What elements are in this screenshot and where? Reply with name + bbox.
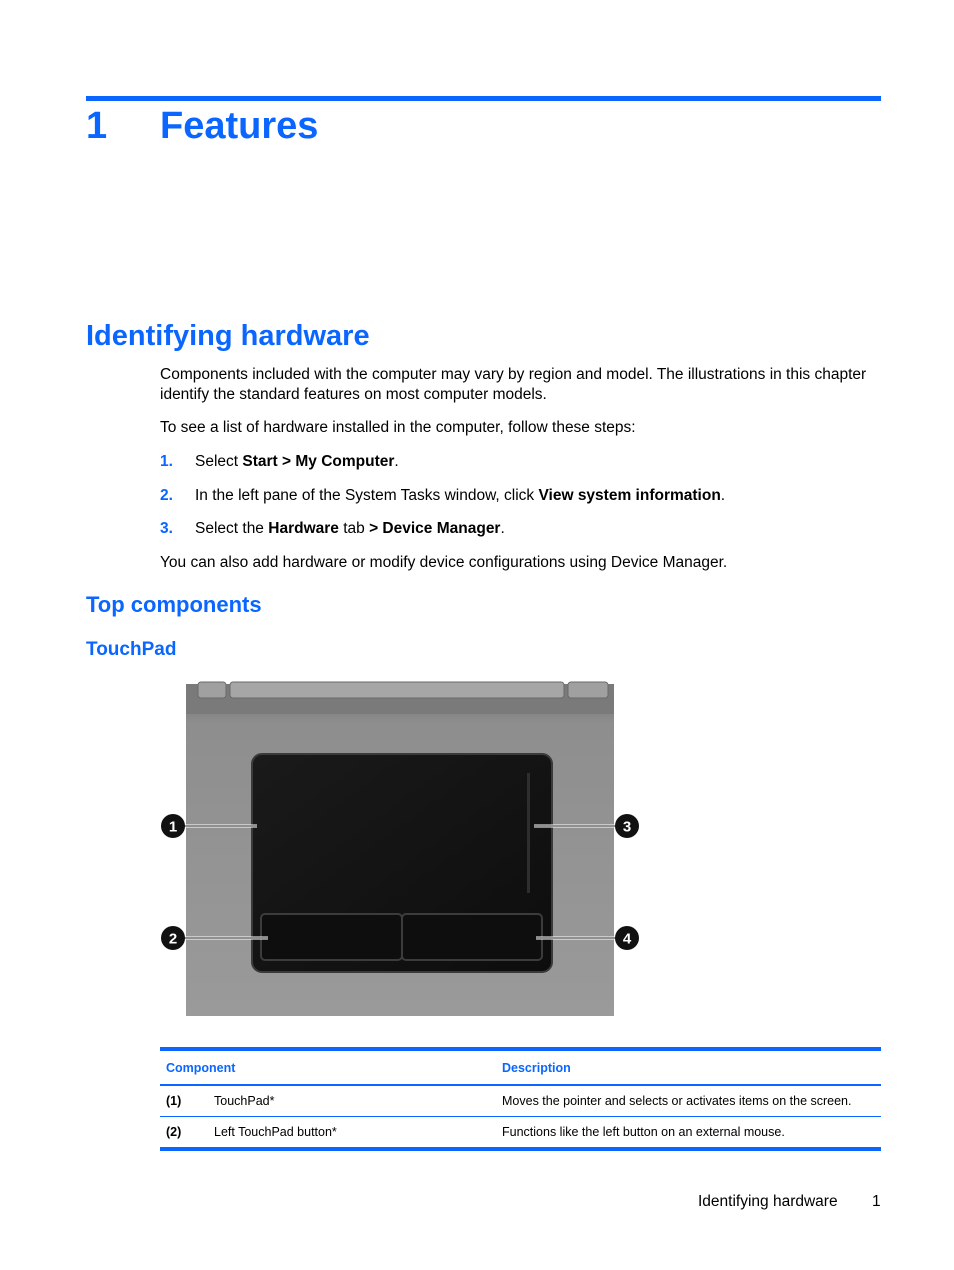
intro-paragraph: Components included with the computer may vary by region and model. The illustrations in this chapter identify the standard features on most computer models.: [160, 366, 867, 403]
scroll-zone: [527, 773, 530, 893]
callout-1: [161, 814, 185, 838]
chapter-number: 1: [86, 105, 108, 147]
header-description: Description: [502, 1061, 571, 1075]
chapter-title: Features: [160, 105, 319, 147]
step-text: Select Start > My Computer.: [195, 453, 399, 470]
svg-text:4: 4: [622, 930, 632, 948]
footer-page-number: 1: [872, 1193, 881, 1210]
step-number: 2.: [160, 487, 173, 504]
step-number: 3.: [160, 520, 173, 537]
right-touchpad-button: [402, 914, 542, 960]
table-header: [160, 1051, 881, 1086]
svg-text:3: 3: [622, 818, 632, 836]
step-number: 1.: [160, 453, 173, 470]
left-touchpad-button: [261, 914, 402, 960]
svg-text:2: 2: [168, 930, 178, 948]
touchpad-figure: [160, 678, 640, 1018]
footer-section-title: Identifying hardware: [698, 1193, 838, 1210]
row-component: Left TouchPad button*: [214, 1125, 337, 1139]
subsubsection-title: TouchPad: [86, 639, 177, 660]
callout-4: [615, 926, 639, 950]
subsection-title: Top components: [86, 592, 262, 617]
svg-text:1: 1: [168, 818, 178, 836]
step-text: In the left pane of the System Tasks window, click View system information.: [195, 487, 726, 504]
outro-paragraph: You can also add hardware or modify device configurations using Device Manager.: [160, 554, 728, 571]
header-component: Component: [166, 1061, 236, 1075]
step-text: Select the Hardware tab > Device Manager.: [195, 520, 505, 537]
section-title: Identifying hardware: [86, 320, 370, 352]
table-row: [160, 1117, 881, 1147]
row-id: (1): [166, 1094, 182, 1108]
callout-2: [161, 926, 185, 950]
row-description: Moves the pointer and selects or activates items on the screen.: [502, 1094, 852, 1108]
row-description: Functions like the left button on an external mouse.: [502, 1125, 785, 1139]
row-component: TouchPad*: [214, 1094, 275, 1108]
row-id: (2): [166, 1125, 182, 1139]
components-table: [160, 1047, 881, 1151]
table-row: [160, 1086, 881, 1117]
list-intro-paragraph: To see a list of hardware installed in the computer, follow these steps:: [160, 419, 636, 436]
callout-3: [615, 814, 639, 838]
table-bottom-rule: [160, 1147, 881, 1151]
